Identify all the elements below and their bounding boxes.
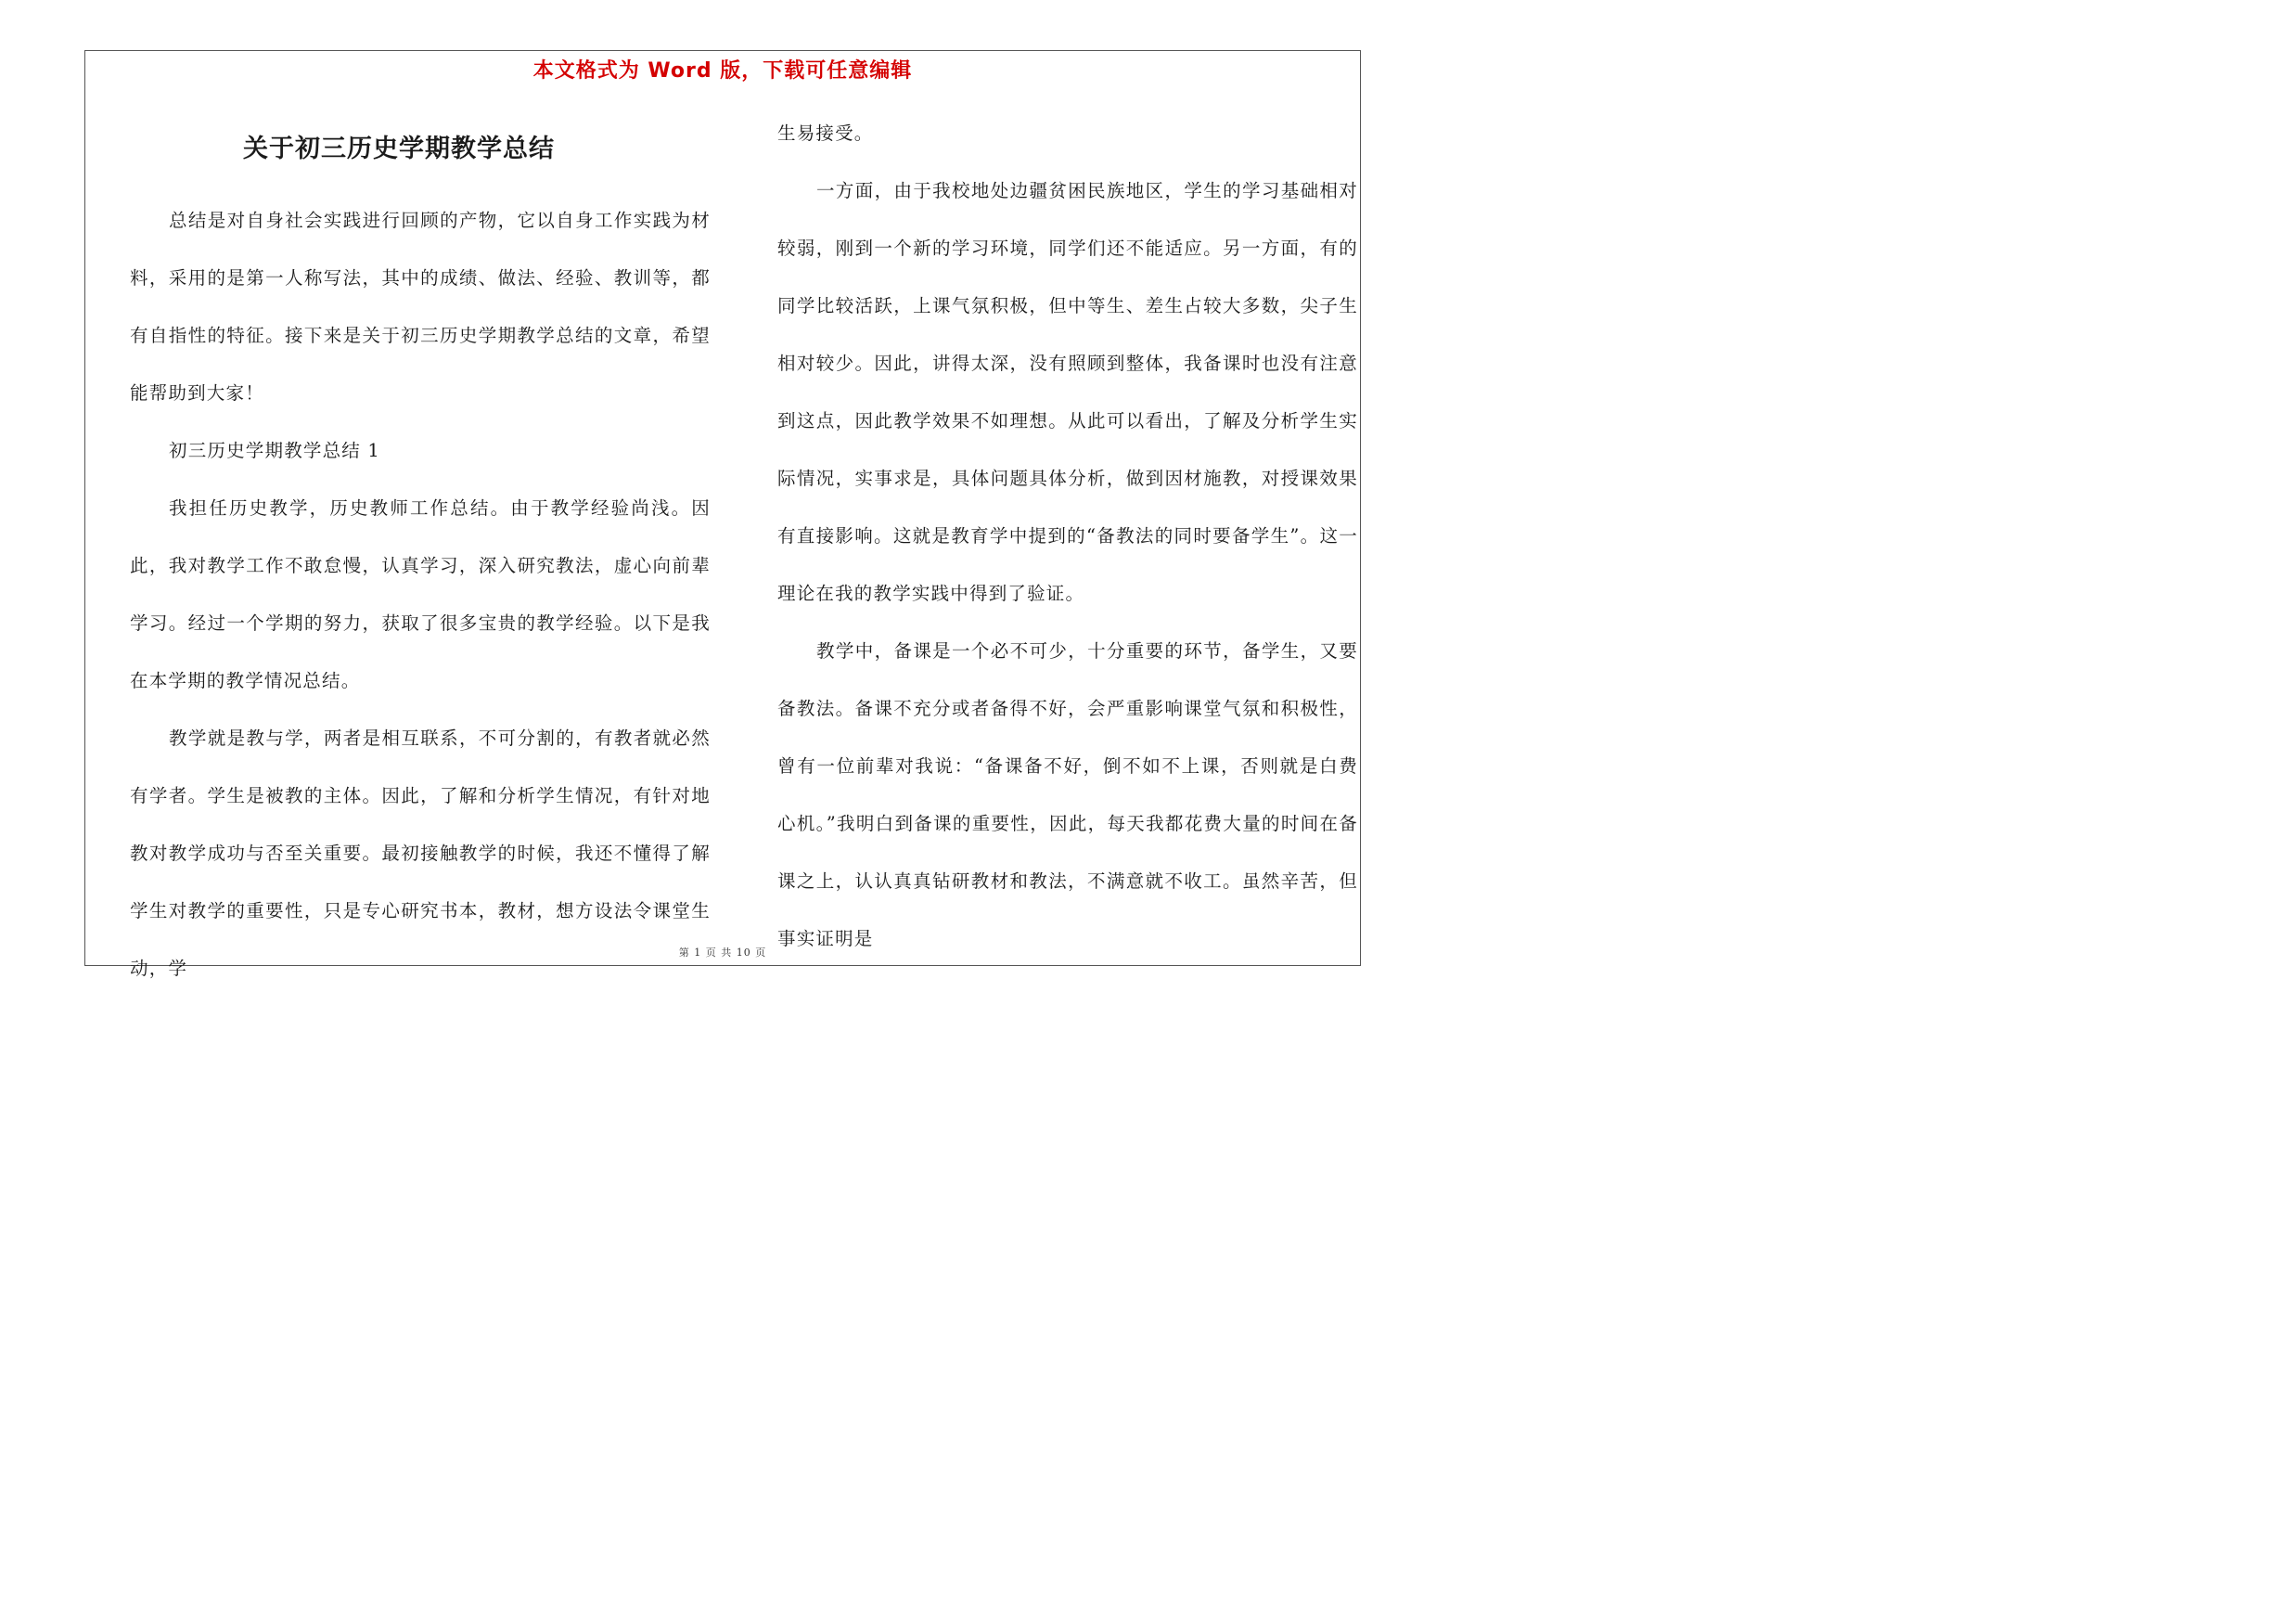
body-paragraph: 教学中，备课是一个必不可少，十分重要的环节，备学生，又要备教法。备课不充分或者备得不好，会严重影响课堂气氛和积极性，曾有一位前辈对我说：“备课备不好，倒不如不上课，否则就是白费心机。”我明白到备课的重要性，因此，每天我都花费大量的时间在备课之上，认认真真钻研教材和教法，不满意就不收工。虽然辛苦，但事实证明是: [777, 640, 1358, 949]
intro-paragraph: 总结是对自身社会实践进行回顾的产物，它以自身工作实践为材料，采用的是第一人称写法，其中的成绩、做法、经验、教训等，都有自指性的特征。接下来是关于初三历史学期教学总结的文章，希望能帮助到大家！: [130, 210, 711, 404]
page-number-footer: 第 1 页 共 10 页: [678, 947, 767, 959]
right-column: [777, 105, 1358, 968]
body-paragraph: 教学就是教与学，两者是相互联系，不可分割的，有教者就必然有学者。学生是被教的主体。因此，了解和分析学生情况，有针对地教对教学成功与否至关重要。最初接触教学的时候，我还不懂得了解学生对教学的重要性，只是专心研究书本，教材，想方设法令课堂生动，学: [130, 728, 711, 979]
left-column: [130, 192, 711, 998]
document-title: 关于初三历史学期教学总结: [243, 135, 555, 163]
continued-paragraph: 生易接受。: [777, 122, 874, 144]
word-format-banner: 本文格式为 Word 版，下载可任意编辑: [532, 59, 913, 83]
section-heading: 初三历史学期教学总结 1: [169, 440, 381, 461]
body-paragraph: 我担任历史教学，历史教师工作总结。由于教学经验尚浅。因此，我对教学工作不敢怠慢，认真学习，深入研究教法，虚心向前辈学习。经过一个学期的努力，获取了很多宝贵的教学经验。以下是我在本学期的教学情况总结。: [130, 497, 711, 691]
body-paragraph: 一方面，由于我校地处边疆贫困民族地区，学生的学习基础相对较弱，刚到一个新的学习环境，同学们还不能适应。另一方面，有的同学比较活跃，上课气氛积极，但中等生、差生占较大多数，尖子生相对较少。因此，讲得太深，没有照顾到整体，我备课时也没有注意到这点，因此教学效果不如理想。从此可以看出，了解及分析学生实际情况，实事求是，具体问题具体分析，做到因材施教，对授课效果有直接影响。这就是教育学中提到的“备教法的同时要备学生”。这一理论在我的教学实践中得到了验证。: [777, 180, 1358, 604]
